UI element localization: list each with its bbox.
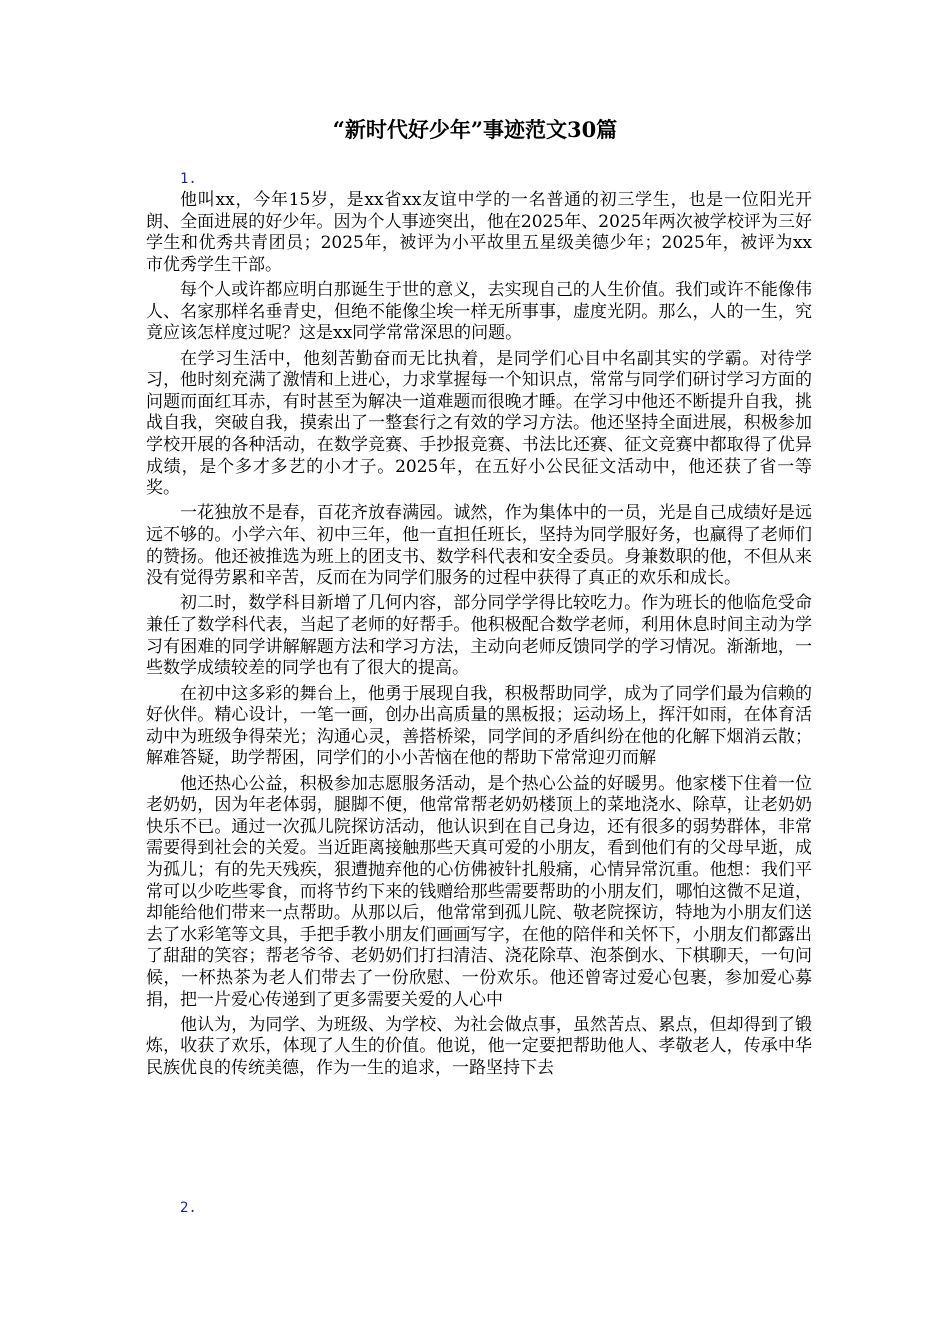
paragraph: 他叫xx，今年15岁，是xx省xx友谊中学的一名普通的初三学生，也是一位阳光开朗、全面进展的好少年。因为个人事迹突出，他在2025年、2025年两次被学校评为三好学生和优秀共青团员；2025年，被评为小平故里五星级美德少年；2025年，被评为xx市优秀学生干部。 bbox=[146, 190, 812, 275]
paragraph: 在初中这多彩的舞台上，他勇于展现自我，积极帮助同学，成为了同学们最为信赖的好伙伴。精心设计，一笔一画，创办出高质量的黑板报；运动场上，挥汗如雨，在体育活动中为班级争得荣光；沟通心灵，善搭桥梁，同学间的矛盾纠纷在他的化解下烟消云散；解难答疑，助学帮困，同学们的小小苦恼在他的帮助下常常迎刃而解 bbox=[146, 683, 812, 769]
document-title: “新时代好少年”事迹范文30篇 bbox=[332, 117, 618, 142]
paragraph: 每个人或许都应明白那诞生于世的意义，去实现自己的人生价值。我们或许不能像伟人、名家那样名垂青史，但绝不能像尘埃一样无所事事，虚度光阴。那么，人的一生，究竟应该怎样度过呢？这是xx同学常常深思的问题。 bbox=[146, 280, 812, 344]
paragraph: 他认为，为同学、为班级、为学校、为社会做点事，虽然苦点、累点，但却得到了锻炼，收获了欢乐，体现了人生的价值。他说，他一定要把帮助他人、孝敬老人，传承中华民族优良的传统美德，作为一生的追求，一路坚持下去 bbox=[146, 1014, 812, 1078]
paragraph: 初二时，数学科目新增了几何内容，部分同学学得比较吃力。作为班长的他临危受命兼任了数学科代表，当起了老师的好帮手。他积极配合数学老师，利用休息时间主动为学习有困难的同学讲解解题方法和学习方法，主动向老师反馈同学的学习情况。渐渐地，一些数学成绩较差的同学也有了很大的提高。 bbox=[146, 593, 812, 679]
section-body bbox=[146, 190, 812, 1083]
section-number: 2. bbox=[180, 1200, 197, 1216]
paragraph: 他还热心公益，积极参加志愿服务活动，是个热心公益的好暖男。他家楼下住着一位老奶奶，因为年老体弱，腿脚不便，他常常帮老奶奶楼顶上的菜地浇水、除草，让老奶奶快乐不已。通过一次孤儿院探访活动，他认识到在自己身边，还有很多的弱势群体，非常需要得到社会的关爱。当近距离接触那些天真可爱的小朋友，看到他们有的父母早逝，成为孤儿；有的先天残疾，狠遭抛弃他的心仿佛被针扎般痛，心情异常沉重。他想：我们平常可以少吃些零食，而将节约下来的钱赠给那些需要帮助的小朋友们，哪怕这微不足道，却能给他们带来一点帮助。从那以后，他常常到孤儿院、敬老院探访，特地为小朋友们送去了水彩笔等文具，手把手教小朋友们画画写字，在他的陪伴和关怀下，小朋友们都露出了甜甜的笑容；帮老爷爷、老奶奶们打扫清洁、浇花除草、泡茶倒水、下棋聊天，一句问候，一杯热茶为老人们带去了一份欣慰、一份欢乐。他还曾寄过爱心包裹，参加爱心募捐，把一片爱心传递到了更多需要关爱的人心中 bbox=[146, 773, 812, 1010]
section-number: 1. bbox=[180, 171, 197, 187]
paragraph: 在学习生活中，他刻苦勤奋而无比执着，是同学们心目中名副其实的学霸。对待学习，他时刻充满了激情和上进心，力求掌握每一个知识点，常常与同学们研讨学习方面的问题而面红耳赤，有时甚至为解决一道难题而很晚才睡。在学习中他还不断提升自我，挑战自我，突破自我，摸索出了一整套行之有效的学习方法。他还坚持全面进展，积极参加学校开展的各种活动，在数学竞赛、手抄报竞赛、书法比还赛、征文竞赛中都取得了优异成绩，是个多才多艺的小才子。2025年，在五好小公民征文活动中，他还获了省一等奖。 bbox=[146, 348, 812, 499]
paragraph: 一花独放不是春，百花齐放春满园。诚然，作为集体中的一员，光是自己成绩好是远远不够的。小学六年、初中三年，他一直担任班长，坚持为同学服好务，也赢得了老师们的赞扬。他还被推选为班上的团支书、数学科代表和安全委员。身兼数职的他，不但从来没有觉得劳累和辛苦，反而在为同学们服务的过程中获得了真正的欢乐和成长。 bbox=[146, 503, 812, 589]
